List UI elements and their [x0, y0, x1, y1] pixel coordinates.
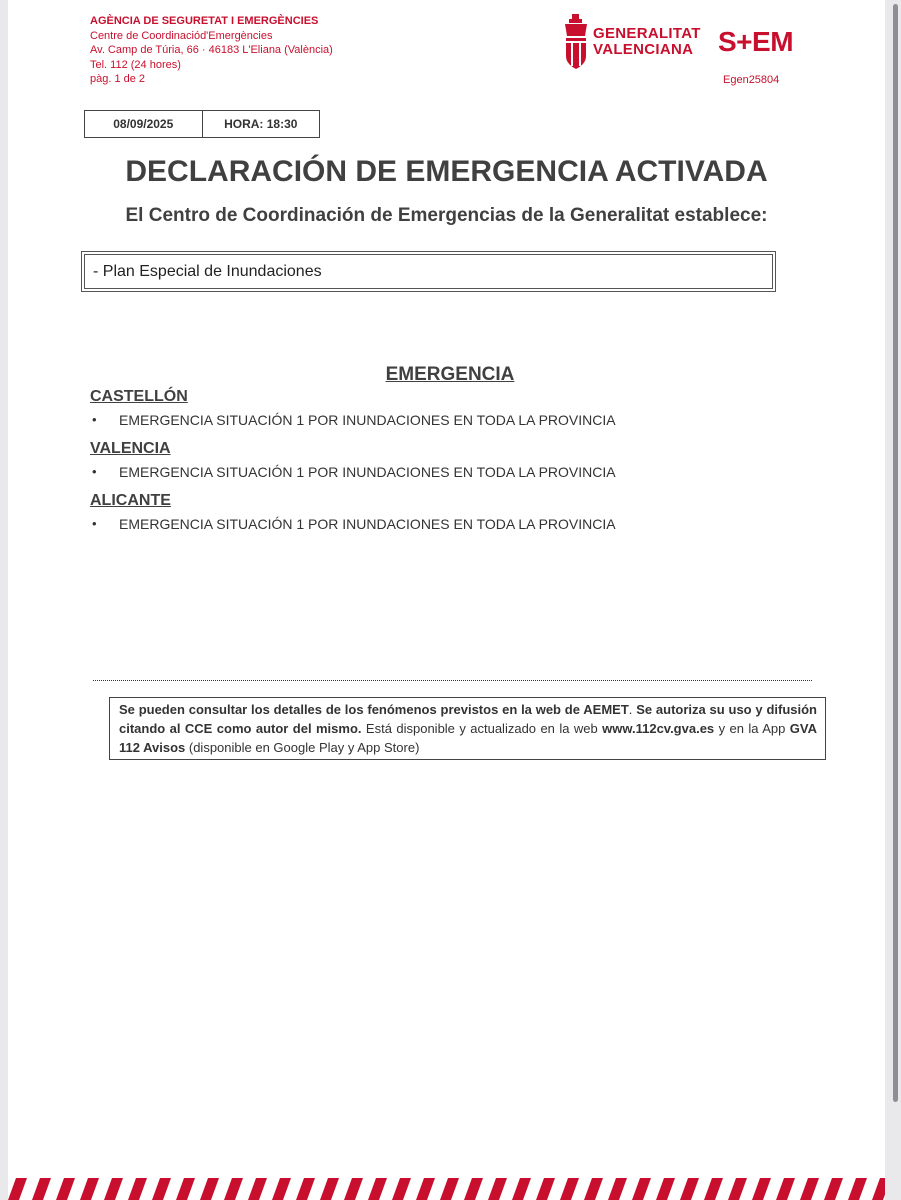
center-phone: Tel. 112 (24 hores) [90, 58, 181, 71]
notice-text-4: Está disponible y actualizado en la web [361, 721, 603, 736]
region-name: ALICANTE [90, 492, 171, 509]
region-name: CASTELLÓN [90, 388, 188, 405]
section-title: EMERGENCIA [385, 364, 515, 385]
center-name: Centre de Coordinaciód'Emergències [90, 29, 273, 42]
region-name: VALENCIA [90, 440, 171, 457]
website-link: www.112cv.gva.es [602, 721, 715, 736]
region-castellon [90, 387, 790, 429]
time-field: HORA: 18:30 [202, 111, 320, 137]
generalitat-logo [563, 14, 701, 70]
region-item [90, 515, 790, 533]
region-valencia [90, 439, 790, 481]
region-item [90, 463, 790, 481]
plan-name: - Plan Especial de Inundaciones [84, 254, 773, 289]
region-item [90, 411, 790, 429]
document-page [8, 0, 885, 1200]
scrollbar-thumb[interactable] [893, 4, 898, 1102]
region-item-text: EMERGENCIA SITUACIÓN 1 POR INUNDACIONES EN TODA LA PROVINCIA [119, 412, 616, 428]
logo-line-2: VALENCIANA [593, 41, 694, 58]
plan-box [81, 251, 776, 292]
bullet-icon: • [92, 464, 97, 479]
date-field: 08/09/2025 [113, 117, 174, 131]
notice-text-8: (disponible en Google Play y App Store) [185, 740, 420, 755]
notice-text-1: Se pueden consultar los detalles de los fenómenos previstos en la web de AEMET [119, 702, 629, 717]
page-subtitle: El Centro de Coordinación de Emergencias de la Generalitat establece: [125, 205, 768, 226]
footer-stripe [8, 1178, 885, 1200]
generalitat-emblem-icon [563, 14, 589, 70]
page-number: pàg. 1 de 2 [90, 73, 146, 85]
logo-line-1: GENERALITAT [593, 25, 701, 42]
scrollbar-track[interactable] [889, 0, 901, 1200]
notice-box [109, 697, 826, 760]
notice-text-3: Se autoriza su uso y difusión citando al CCE como autor del mismo. [119, 702, 817, 736]
bullet-icon: • [92, 516, 97, 531]
notice-text-6: y en la App [714, 721, 790, 736]
region-alicante [90, 491, 790, 533]
center-address: Av. Camp de Túria, 66 · 46183 L'Eliana (València) [90, 44, 333, 56]
generalitat-wordmark [593, 26, 701, 58]
region-item-text: EMERGENCIA SITUACIÓN 1 POR INUNDACIONES EN TODA LA PROVINCIA [119, 516, 616, 532]
region-item-text: EMERGENCIA SITUACIÓN 1 POR INUNDACIONES EN TODA LA PROVINCIA [119, 464, 616, 480]
agency-name: AGÈNCIA DE SEGURETAT I EMERGÈNCIES [90, 15, 319, 27]
bullet-icon: • [92, 412, 97, 427]
date-time-box [84, 110, 320, 138]
dotted-divider [93, 680, 812, 681]
app-name: GVA 112 Avisos [119, 721, 817, 755]
document-code: Egen25804 [723, 74, 780, 86]
notice-text-2: . [628, 702, 637, 717]
sem-logo: S+EM [718, 26, 794, 57]
agency-header [90, 14, 333, 87]
page-title: DECLARACIÓN DE EMERGENCIA ACTIVADA [125, 155, 768, 188]
